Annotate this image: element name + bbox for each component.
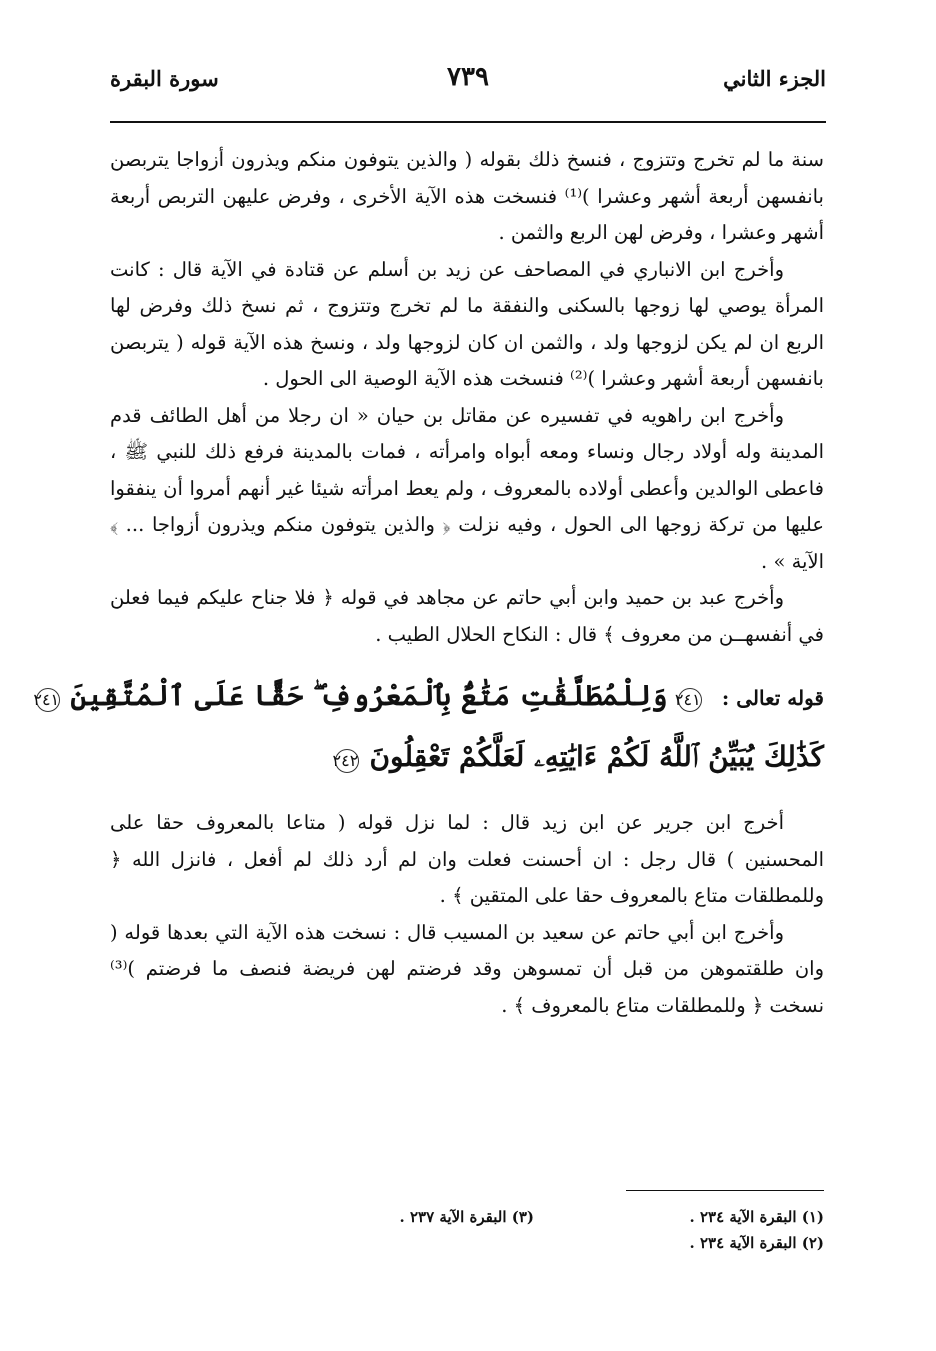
- verse-line-2: [110, 728, 824, 789]
- verse-text: كَذَٰلِكَ يُبَيِّنُ ٱللَّهُ لَكُمْ ءَايَٰتِهِۦ لَعَلَّكُمْ تَعْقِلُونَ: [369, 740, 824, 773]
- paragraph: وأخرج ابن راهويه في تفسيره عن مقاتل بن حيان « ان رجلا من أهل الطائف قدم المدينة وله أولاد رجال ونساء ومعه أبواه وامرأته ، فمات بالمدينة فرفع ذلك للنبي ﷺ ، فاعطى الوالدين وأعطى أولاده بالمعروف ، ولم يعط امرأته شيئا غير أنهم أمروا أن ينفقوا عليها من تركة زوجها الى الحول ، وفيه نزلت ﴿ والذين يتوفون منكم ويذرون أزواجا ... ﴾ الآية » .: [110, 403, 824, 573]
- verse-intro: قوله تعالى :: [721, 686, 824, 710]
- page-body: [33, 142, 824, 1024]
- part-title: الجزء الثاني: [723, 66, 826, 91]
- verse-text: وَلِلْمُطَلَّقَٰتِ مَتَٰعٌۢ بِٱلْمَعْرُوفِ ۖ حَقًّا عَلَى ٱلْمُتَّقِينَ: [70, 679, 668, 712]
- footnote-divider: [626, 1190, 824, 1191]
- page-header: [110, 62, 826, 106]
- header-divider: [110, 121, 826, 123]
- verse-number-marker: ٢٤٢: [335, 749, 359, 773]
- verse-line-1: [33, 667, 824, 728]
- paragraph: وأخرج عبد بن حميد وابن أبي حاتم عن مجاهد في قوله ﴿ فلا جناح عليكم فيما فعلن في أنفسهــن من معروف ﴾ قال : النكاح الحلال الطيب .: [110, 586, 824, 646]
- paragraph: سنة ما لم تخرج وتتزوج ، فنسخ ذلك بقوله ( والذين يتوفون منكم ويذرون أزواجا يتربصن بانفسهن أربعة أشهر وعشرا )⁽¹⁾ فنسخت هذه الآية الأخرى ، وفرض عليهن التربص أربعة أشهر وعشرا ، وفرض لهن الربع والثمن .: [110, 148, 824, 244]
- quran-verse: [33, 667, 824, 789]
- footnote: (٢) البقرة الآية ٢٣٤ .: [689, 1234, 824, 1252]
- verse-number-marker: ٢٤١: [678, 688, 702, 712]
- paragraph: وأخرج ابن الانباري في المصاحف عن زيد بن أسلم عن قتادة في الآية قال : كانت المرأة يوصي لها زوجها بالسكنى والنفقة ما لم تخرج وتتزوج ، ثم نسخ ذلك وفرض لها الربع ان لم يكن لزوجها ولد ، والثمن ان كان لزوجها ولد ، ونسخ هذه الآية قوله ( يتربصن بانفسهن أربعة أشهر وعشرا )⁽²⁾ فنسخت هذه الآية الوصية الى الحول .: [110, 257, 824, 390]
- footnote: (٣) البقرة الآية ٢٣٧ .: [399, 1208, 534, 1226]
- paragraph: أخرج ابن جرير عن ابن زيد قال : لما نزل قوله ( متاعا بالمعروف حقا على المحسنين ) قال رجل : ان أحسنت فعلت وان لم أرد ذلك لم أفعل ، فانزل الله ﴿ وللمطلقات متاع بالمعروف حقا على المتقين ﴾ .: [110, 811, 824, 907]
- verse-number-marker: ٢٤١: [36, 688, 60, 712]
- surah-title: سورة البقرة: [110, 66, 219, 91]
- paragraph: وأخرج ابن أبي حاتم عن سعيد بن المسيب قال : نسخت هذه الآية التي بعدها قوله ( وان طلقتموهن من قبل أن تمسوهن وقد فرضتم لهن فريضة فنصف ما فرضتم )⁽³⁾ نسخت ﴿ وللمطلقات متاع بالمعروف ﴾ .: [110, 920, 824, 1017]
- page-number: ٧٣٩: [447, 62, 489, 92]
- footnote: (١) البقرة الآية ٢٣٤ .: [689, 1208, 824, 1226]
